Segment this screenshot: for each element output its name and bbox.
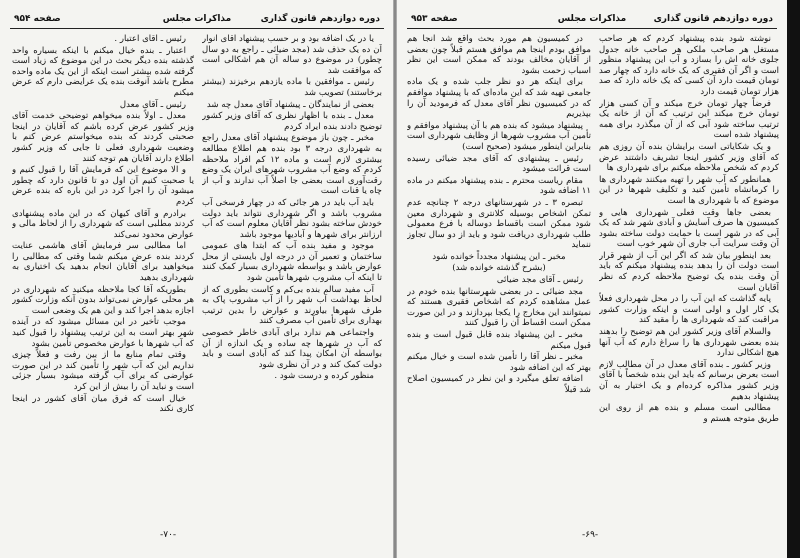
page-header <box>10 12 384 29</box>
paragraph: (بشرح گذشته خوانده شد) <box>452 263 546 274</box>
paragraph: موجود و مفید بنده آب که ابتدا های عمومی ساختمان و تعمیر آن در درجه اول بایستی از محل عوارض باشد و بواسطه شهرداری بسیار کمک کنند تا اینکه آب مشروب شهرها تأمین شود <box>202 241 382 284</box>
paragraph: اعتبار ـ بنده خیال میکنم با اینکه بسیاره واحد گذشته بنده دیگر بحث در این موضوع که زیاد است گرفته شده بیشتر است اینکه از این یک ماده واحده مطرح باشد آنوقت بنده یک عرایضی دارم که عرض میکنم <box>12 45 194 98</box>
page-number: صفحه ۹۵۳ <box>411 14 458 24</box>
paragraph: فرضاً چهار تومان خرج میکند و آن کسی هزار تومان خرج میکند این ترتیب که آن از خانه یک ترتیب ساخته شود آبی که از آن میگذرد برای همه پیشنهاد شده است <box>599 98 779 141</box>
paragraph: در کمیسیون هم مورد بحث واقع شد آنجا هم موافق بودم اینجا هم موافق هستم قبلاً چون بعضی از آقایان مخالف بودند که ممکن است این نظر اسباب زحمت بشود <box>407 34 591 76</box>
paragraph: رئیس ـ آقای اعتبار . <box>114 34 186 44</box>
page-footer-number: -۶۹- <box>582 530 599 540</box>
text-column-right <box>599 34 779 526</box>
text-column-left <box>407 34 591 526</box>
page-number: صفحه ۹۵۴ <box>14 14 61 24</box>
paragraph: باید آب باید در هر جائی که در چهار فرسخی آب مشروب باشد و اگر شهرداری نتواند باید دولت خودش ساخته بشود نظر آقایان معلوم است که آب ارزانتر برای شهرها و آبادیها موجود باشد <box>202 197 382 240</box>
text-column-left <box>12 34 194 526</box>
publication-title: مذاکرات مجلس <box>557 14 627 24</box>
left-page <box>0 0 394 558</box>
paragraph: اما مطالبی سر فرمایش آقای هاشمی عنایت کردند بنده عرض میکنم شما وقتی که مطالبی را میخواهید برای آقایان انجام بدهید یک اختیاری به شهرداری بدهید <box>12 241 194 284</box>
paragraph: رئیس ـ پیشنهادی که آقای مجد ضیائی رسیده است قرائت میشود <box>407 153 591 175</box>
paragraph: مخبر ـ این پیشنهاد بنده قابل قبول است و بنده قبول میکنم <box>407 330 591 351</box>
text-column-right <box>202 34 382 526</box>
paragraph: اضافه تعلق میگیرد و این نظر در کمیسیون اصلاح شد قبلاً <box>407 374 591 395</box>
page-footer-number: -۷۰- <box>160 530 177 540</box>
paragraph: بعضی از نمایندگان ـ پیشنهاد آقای معدل چه شد <box>206 99 374 110</box>
paragraph: پایه گذاشت که این آب را در محل شهرداری فعلاً یک کار اول و اولی است و اینکه وزارت کشور مراقبت کند که شهرداری ها را مقید کند <box>599 294 779 326</box>
paragraph: وزیر کشور ـ بنده آقای معدل در آن مطالب لازم است بعرض برسانم که باید این بنده شخصاً با آقای وزیر کشور مذاکره کرده‌ام و یک اختیار به آن پیشنهاد بدهیم <box>599 359 779 402</box>
paragraph: معدل ـ بنده با اظهار نظری که آقای وزیر کشور توضیح دادند بنده ایراد کردم <box>202 111 382 132</box>
paragraph: موجب تأخیر در این مسائل میشود که در آینده شهر بهتر است به این ترتیب پیشنهاد را قبول کنید که آب شهرها با عوارض مخصوص تأمین بشود <box>12 317 194 349</box>
paragraph: و یک شکایاتی است برایشان بنده آن روزی هم که آقای وزیر کشور اینجا تشریف داشتند عرض کردم که شخص ملاحظه میکنم برای شهرداری ها <box>599 141 779 174</box>
paragraph: مجد ضیائی ـ در بعضی شهرستانها بنده خودم در عمل مشاهده کردم که اشخاص فقیری هستند که نمیتوانند این مخارج را یکجا بپردازند و در این صورت ممکن است اقساط آن را قبول کنند <box>407 286 591 329</box>
paragraph: خیال است که فرق میان آقای کشور در اینجا کاری نکند <box>12 393 194 415</box>
legislative-period: دوره دوازدهم قانون گذاری <box>260 14 380 24</box>
paragraph: و الا موضوع این که فرمایش آقا را قبول کنیم و یا صحبت کنیم آن اول دو تا قانون دارد که چطور میشود آن را اجرا کرد در این باره که بنده عرض کردم <box>12 165 194 207</box>
paragraph: رئیس ـ آقای معدل <box>119 99 186 110</box>
paragraph: نوشته شود بنده پیشنهاد کردم که هر صاحب مستغل هر صاحب ملکی هر صاحب خانه جدول جلوی خانه اش را بسازد و آب این پیشنهاد منظور است و اگر آن فقیری که یک خانه دارد که چهار صد تومان قیمت دارد آن کسی که یک خانه دارد که صد هزار تومان قیمت دارد <box>599 34 779 97</box>
paragraph: رئیس ـ آقای مجد ضیائی <box>496 275 583 286</box>
legislative-period: دوره دوازدهم قانون گذاری <box>653 14 773 24</box>
paragraph: بعد اینطور بیان شد که اگر این آب از شهر قرار است دولت آن را بدهد بنده پیشنهاد میکنم که باید آن وقت بنده یک توضیح ملاحظه کردم که نظر آقایان است <box>599 250 779 293</box>
paragraph: وقتی تمام منابع ما از بین رفت و فعلاً چیزی نداریم این که آب شهر را تأمین کند در این صورت عوارضی که برای آب گرفته میشود بسیار جزئی است و نباید آن را بیش از این کرد <box>12 350 194 392</box>
paragraph: همانطور که آب شهر را تهیه میکنند شهرداری ها را کرمانشاه تأمین کنید و تکلیف شهرها در این موضوع که با شهرداری ها است <box>599 174 779 206</box>
paragraph: معدل ـ اولاً بنده میخواهم توضیحی خدمت آقای وزیر کشور عرض کرده باشم که آقایان در اینجا صحبتی کردند که بنده میخواستم عرض کنم با وضعیت شهرداری فعلی تا جایی که وزیر کشور اطلاع دارند آقایان هم توجه کنند <box>12 111 194 164</box>
paragraph: تبصره ۳ ـ در شهرستانهای درجه ۲ چنانچه عدم تمکن اشخاص بوسیله کلانتری و شهرداری معین شود ممکن است باقساط دوساله با فرع معمولی طلب شهرداری دریافت شود و باید از دو سال تجاوز ننماید <box>407 197 591 251</box>
paragraph: مطالبی است مسلم و بنده هم از روی این طریق متوجه هستم و <box>599 403 779 424</box>
paragraph: برادرم و آقای کیهان که در این ماده پیشنهادی کردند مطلبی است که شهرداری را از لحاظ مالی و عوارض محدود نمی‌کند <box>12 208 194 240</box>
paragraph: مخبر ـ چون باز موضوع پیشنهاد آقای معدل راجع به شهرداری درجه ۳ بود بنده هم اطلاع مطالعه بیشتری لازم است و ماده ۱۲ کم افراد ملاحظه کردم که وضع آب مشروب شهرهای ایران یک وضع رقت‌آوری است بعضی جا اصلاً آب ندارند و آب از چاه یا قنات است <box>202 133 382 197</box>
paragraph: مخبر ـ نظر آقا را تأمین شده است و خیال میکنم بهتر که این اضافه شود <box>407 352 591 373</box>
scan-edge <box>787 0 800 558</box>
paragraph: آب مفید سالم بنده بی‌کم و کاست بطوری که از لحاظ بهداشت آب شهر را از آب مشروب پاک به طرف شهرها بیاورند و عوارض را بدین ترتیب بهداری برای تأمین آب مصرف کنند <box>202 284 382 327</box>
page-header <box>407 12 777 29</box>
paragraph: واجتماعی هم ندارد برای آبادی خاطر خصوصی که آب در شهرها چه ساده و یک اندازه از آن بواسطه آن امکان پیدا کند که آبادی است و باید دولت کمک کند و در آن نظری شود <box>202 328 382 370</box>
paragraph: منظور کرده و درست شود . <box>274 371 374 382</box>
paragraph: بطوریکه آقا کجا ملاحظه میکنید که شهرداری در هر محلی عوارض نمی‌تواند بدون آنکه وزارت کشور اجازه بدهد اجرا کند و این هم یک وضعی است <box>12 284 194 316</box>
right-page <box>397 0 787 558</box>
paragraph: پیشنهاد میشود که بنده هم با آن پیشنهاد موافقم و تأمین آب مشروب شهرها از وظایف شهرداری است بنابراین اینطور میشود (صحیح است) <box>407 120 591 152</box>
paragraph: یا در یک اضافه بود و بر حسب پیشنهاد آقای انوار آن ده یک حذف شد (مجد ضیائی ـ راجع به دو سال چطور) در موضوع دو ساله آن هم اشکالی است که موافقت شد <box>202 34 382 76</box>
paragraph: مقام ریاست محترم ـ بنده پیشنهاد میکنم در ماده ۱۱ اضافه شود <box>407 175 591 197</box>
publication-title: مذاکرات مجلس <box>162 14 232 24</box>
paragraph: رئیس ـ موافقین با ماده یازدهم برخیزند (بیشتر برخاستند) تصویب شد <box>202 77 382 98</box>
paragraph: والسلام آقای وزیر کشور این هم توضیح را بدهند بنده بعضی شهرداری ها را سراغ دارم که آب آنها هیچ اشکالی ندارد <box>599 327 779 359</box>
paragraph: مخبر ـ این پیشنهاد مجدداً خوانده شود <box>432 251 566 262</box>
paragraph: برای اینکه هر دو نظر جلب شده و یک ماده جامعی تهیه شد که این ماده‌ای که با پیشنهاد موافقم که در کمیسیون نظر آقای معدل که فرمودید آن را بپذیریم <box>407 77 591 120</box>
paragraph: بعضی جاها وقت فعلی شهرداری هایی و کمیسیون ها صرف آسایش و آبادی شهر شد که یک آبی که در شهر است با حمایت دولت ساخته بشود آن وقت سرایت آب جاری آن شهر خوب است <box>599 207 779 250</box>
